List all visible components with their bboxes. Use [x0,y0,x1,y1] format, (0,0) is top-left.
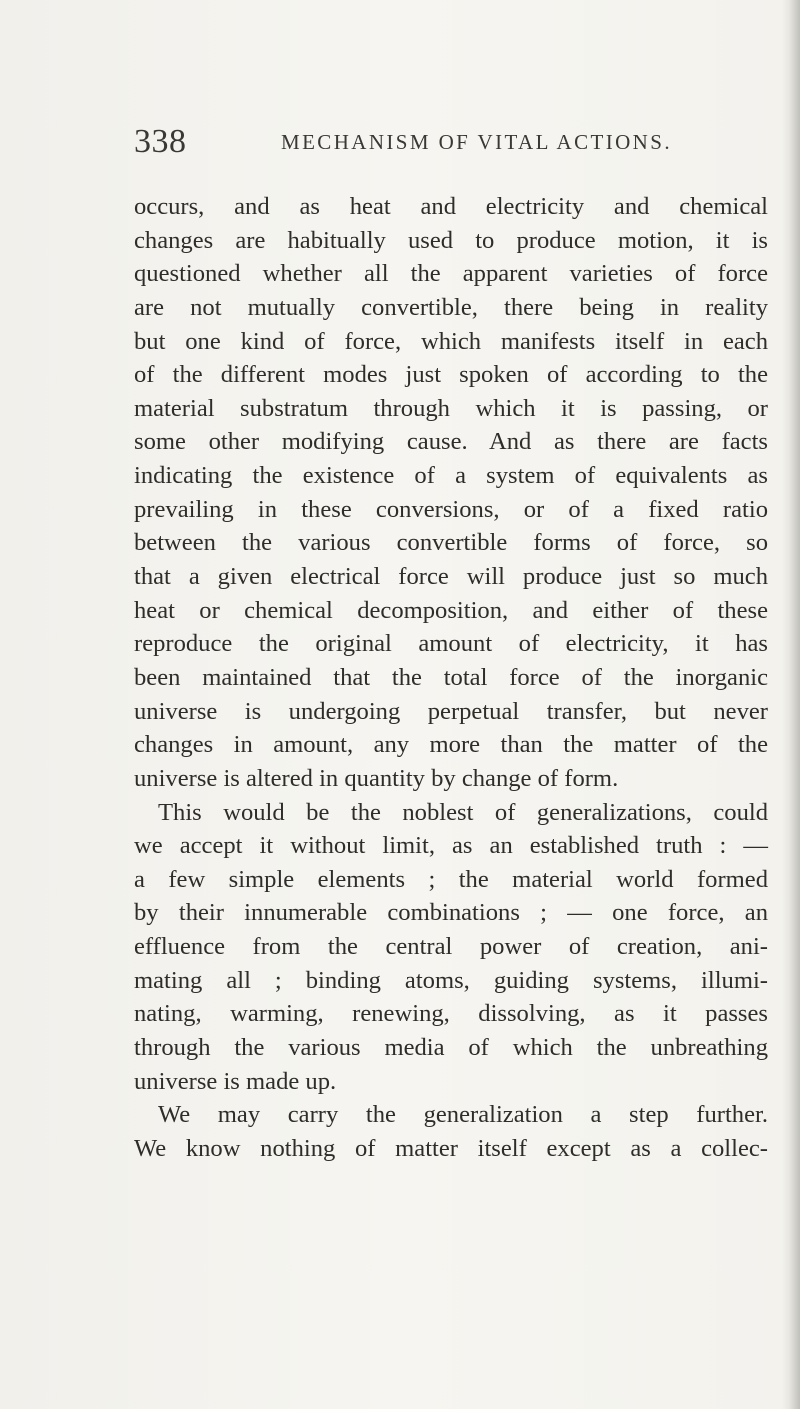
text-line: through the various media of which the unbreathing [134,1034,768,1062]
page-number: 338 [134,123,187,160]
text-line: are not mutually convertible, there being in reality [134,293,768,321]
text-line: This would be the noblest of generalizations, could [158,798,768,826]
text-line: nating, warming, renewing, dissolving, as it passes [134,1000,768,1028]
text-line: by their innumerable combinations ; — one force, an [134,899,768,927]
text-line: indicating the existence of a system of equivalents as [134,462,768,490]
text-line: universe is undergoing perpetual transfer, but never [134,697,768,725]
text-line: between the various convertible forms of force, so [134,529,768,557]
body-text [134,190,768,1166]
text-line: changes are habitually used to produce motion, it is [134,226,768,254]
text-line: effluence from the central power of creation, ani- [134,933,768,961]
text-line: We know nothing of matter itself except as a collec- [134,1134,768,1162]
text-line: we accept it without limit, as an established truth : — [134,832,768,860]
running-head: MECHANISM OF VITAL ACTIONS. [281,130,672,154]
text-line: We may carry the generalization a step further. [158,1101,768,1129]
page-edge-shadow [782,0,800,1409]
text-line: mating all ; binding atoms, guiding systems, illumi- [134,966,768,994]
text-line: but one kind of force, which manifests itself in each [134,327,768,355]
text-line: universe is altered in quantity by change of form. [134,764,619,792]
text-line: changes in amount, any more than the matter of the [134,731,768,759]
text-line: questioned whether all the apparent varieties of force [134,260,768,288]
text-line: material substratum through which it is passing, or [134,394,768,422]
text-line: reproduce the original amount of electricity, it has [134,630,768,658]
text-line: heat or chemical decomposition, and either of these [134,596,768,624]
text-line: that a given electrical force will produce just so much [134,563,768,591]
text-line: of the different modes just spoken of according to the [134,361,768,389]
text-line: universe is made up. [134,1067,337,1095]
text-line: been maintained that the total force of the inorganic [134,663,768,691]
text-line: prevailing in these conversions, or of a fixed ratio [134,495,768,523]
text-line: some other modifying cause. And as there are facts [134,428,768,456]
text-line: a few simple elements ; the material world formed [134,865,768,893]
text-line: occurs, and as heat and electricity and chemical [134,193,768,220]
